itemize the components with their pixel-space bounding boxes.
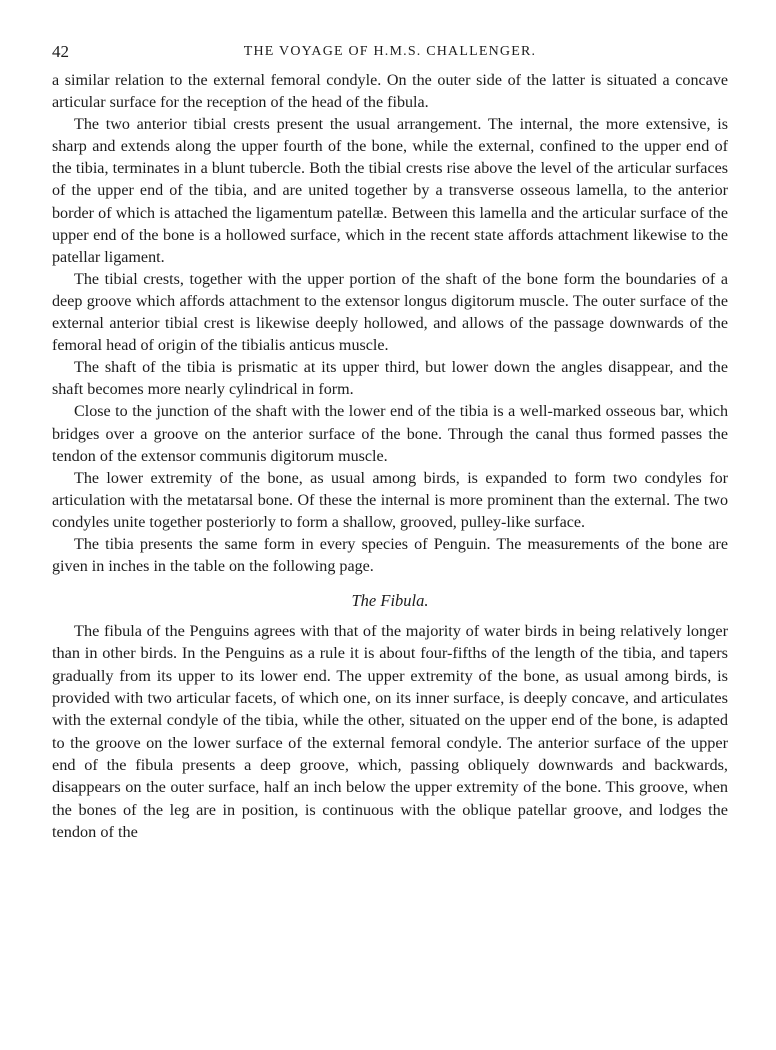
document-page — [52, 42, 728, 843]
running-title: THE VOYAGE OF H.M.S. CHALLENGER. — [243, 44, 537, 59]
tibia-text — [52, 70, 728, 578]
running-head — [52, 42, 728, 70]
paragraph: The two anterior tibial crests present the usual arrangement. The internal, the more extensive, is sharp and extends along the upper fourth of the bone, while the external, confined to the upper end of the tibia, terminates in a blunt tubercle. Both the tibial crests rise above the level of the articular surfaces of the upper end of the tibia, and are united together by a transverse osseous lamella, to the anterior border of which is attached the ligamentum patellæ. Between this lamella and the articular surface of the upper end of the bone is a hollowed surface, which in the recent state affords attachment likewise to the patellar ligament. — [52, 116, 728, 266]
section-heading: The Fibula. — [351, 591, 429, 611]
paragraph-continued: a similar relation to the external femoral condyle. On the outer side of the latter is situated a concave articular surface for the reception of the head of the fibula. — [52, 72, 728, 112]
paragraph: The tibia presents the same form in every species of Penguin. The measurements of the bone are given in inches in the table on the following page. — [52, 535, 728, 576]
paragraph: The shaft of the tibia is prismatic at its upper third, but lower down the angles disappear, and the shaft becomes more nearly cylindrical in form. — [52, 359, 728, 399]
page-number: 42 — [52, 42, 69, 61]
fibula-text — [52, 620, 728, 843]
paragraph: The fibula of the Penguins agrees with that of the majority of water birds in being relatively longer than in other birds. In the Penguins as a rule it is about four-fifths of the length of the tibia, and tapers gradually from its upper to its lower end. The upper extremity of the bone, as usual among birds, is provided with two articular facets, of which one, on its inner surface, is deeply concave, and articulates with the external condyle of the tibia, while the other, situated on the upper end of the bone, is adapted to the groove on the lower surface of the external femoral condyle. The anterior surface of the upper end of the fibula presents a deep groove, which, passing obliquely downwards and backwards, disappears on the outer surface, half an inch below the upper extremity of the bone. This groove, when the bones of the leg are in position, is continuous with the oblique patellar groove, and lodges the tendon of the — [52, 621, 728, 841]
paragraph: The tibial crests, together with the upper portion of the shaft of the bone form the boundaries of a deep groove which affords attachment to the extensor longus digitorum muscle. The outer surface of the external anterior tibial crest is likewise deeply hollowed, and allows of the passage downwards of the femoral head of origin of the tibialis anticus muscle. — [52, 270, 728, 355]
paragraph: The lower extremity of the bone, as usual among birds, is expanded to form two condyles for articulation with the metatarsal bone. Of these the internal is more prominent than the external. The two condyles unite together posteriorly to form a shallow, grooved, pulley-like surface. — [52, 469, 728, 531]
paragraph: Close to the junction of the shaft with the lower end of the tibia is a well-marked osseous bar, which bridges over a groove on the anterior surface of the bone. Through the canal thus formed passes the tendon of the extensor communis digitorum muscle. — [52, 403, 728, 465]
